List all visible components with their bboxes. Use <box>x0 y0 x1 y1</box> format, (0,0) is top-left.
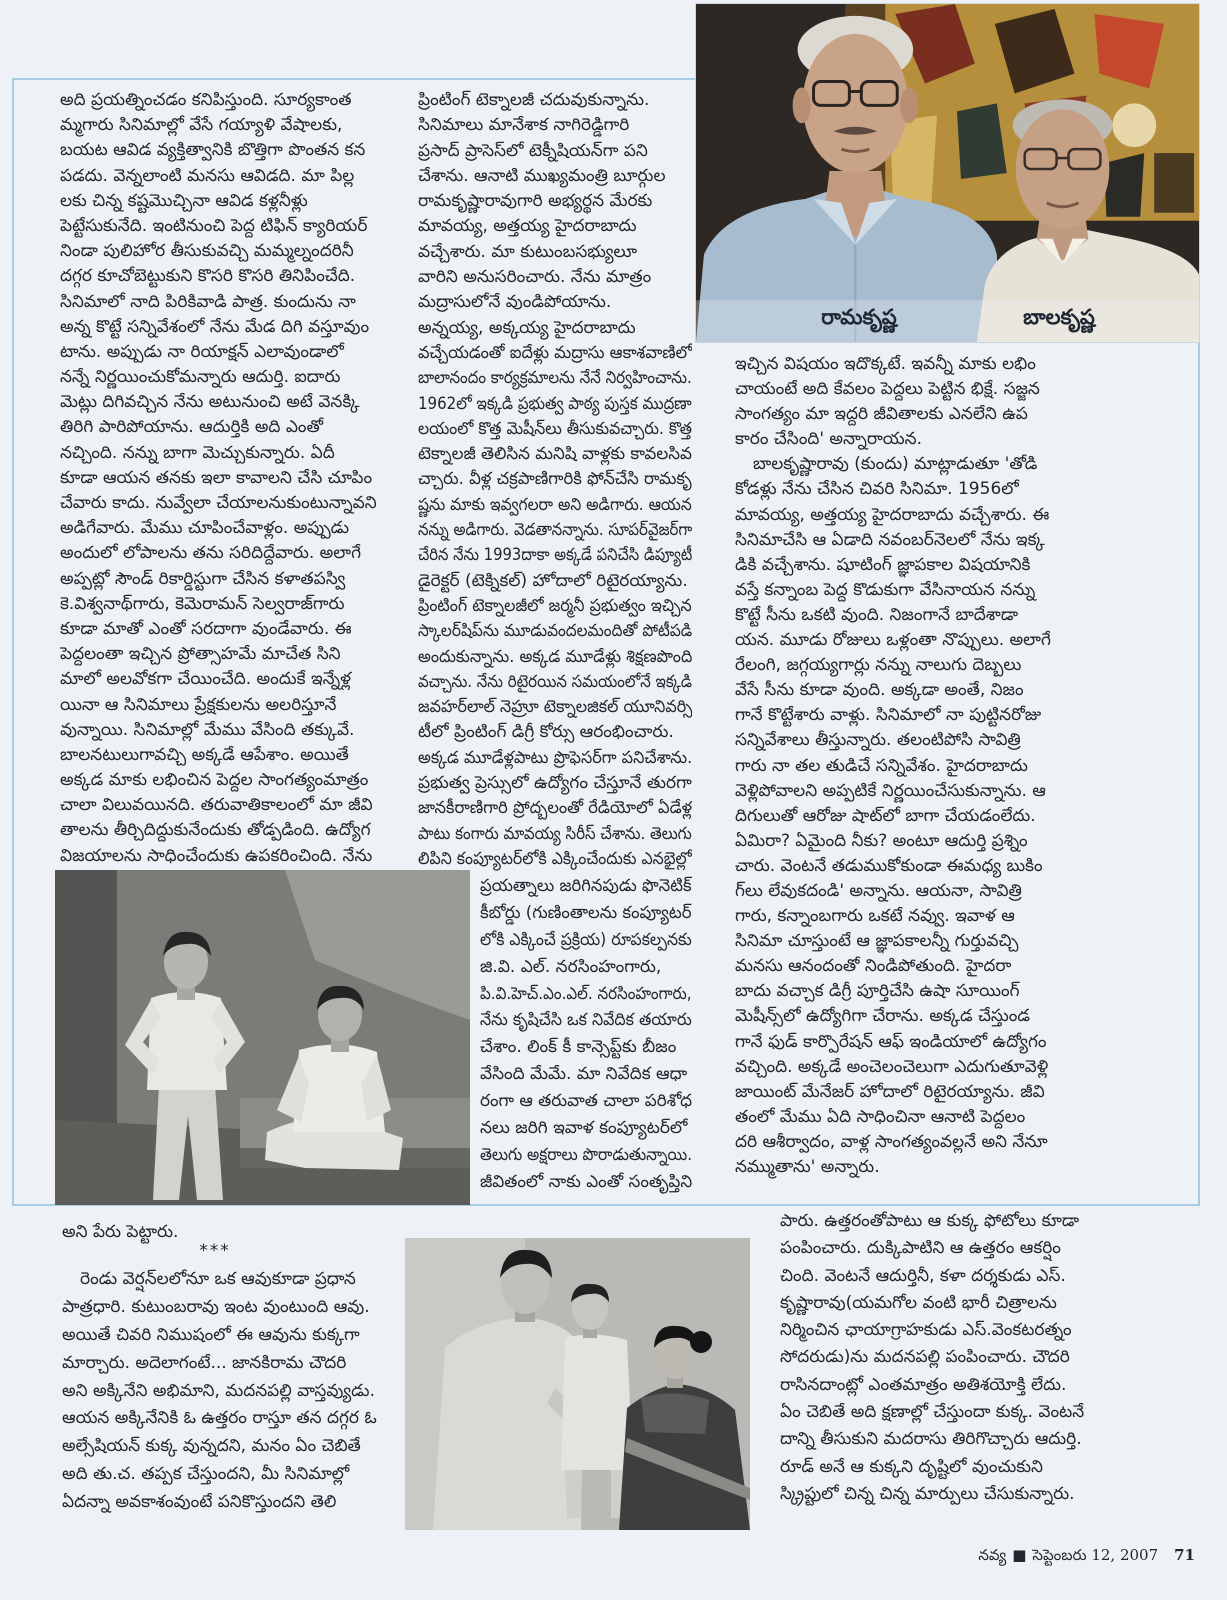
text-line: గారు, కన్నాంబగారు ఒకటే నవ్వు. ఇవాళ ఆ <box>735 906 1015 927</box>
text-line: మాలో అలవోకగా చేయించేది. అందుకే ఇన్నేళ్ల <box>60 669 352 690</box>
text-line: మావయ్య, అత్తయ్య హైదరాబాదు <box>418 216 637 237</box>
text-line: మావయ్య, అత్తయ్య హైదరాబాదు వచ్చేశారు. ఈ <box>735 504 1050 525</box>
text-line: ఇచ్చిన విషయం ఇదొక్కటే. ఇవన్నీ మాకు లభిం <box>735 354 1036 374</box>
text-line: టెక్నాలజీ తెలిసిన మనిషి వాళ్లకు కావలసివ <box>418 444 692 465</box>
text-line: చేరిన నేను 1993దాకా అక్కడే పనిచేసి డిప్యూటీ <box>418 545 692 566</box>
text-line: వెళ్లిపోవాలని అప్పటికే నిర్ణయించేసుకున్నాను. ఆ <box>735 780 1046 801</box>
text-line: అల్సేషియన్ కుక్క వున్నదని, మనం ఏం చెబితే <box>62 1436 361 1457</box>
text-line: చ్చారు. వీళ్ల చక్రపాణిగారికి ఫోన్‌చేసి రామకృ <box>418 469 692 490</box>
text-line: లోకి ఎక్కించే ప్రక్రియ) రూపకల్పనకు <box>480 929 692 950</box>
text-line: నిండా పులిహోర తీసుకువచ్చి మమ్మల్నందరినీ <box>60 241 354 262</box>
text-line: దిగులుతో ఆరోజు షాట్‌లో బాగా చేయడంలేదు. <box>735 805 1036 826</box>
text-line: జాయింట్ మేనేజర్ హోదాలో రిటైరయ్యాను. జీవి <box>735 1081 1045 1102</box>
text-line: అందులో లోపాలను తను సరిదిద్దేవారు. అలాగే <box>60 543 361 564</box>
text-line: జీవితంలో నాకు ఎంతో సంతృప్తిని <box>480 1171 692 1192</box>
text-line: వారిని అనుసరించారు. నేను మాత్రం <box>418 267 652 288</box>
text-line: విజయాలను సాధించేందుకు ఉపకరించింది. నేను <box>60 845 373 866</box>
text-line: డైరెక్టర్ (టెక్నికల్) హోదాలో రిటైరయ్యాను. <box>418 570 688 591</box>
text-line: బాలానందం కార్యక్రమాలను నేనే నిర్వహించాను. <box>418 368 692 389</box>
text-line: వేసే సీను కూడా వుంది. అక్కడా అంతే, నిజం <box>735 680 1024 701</box>
article-column-right <box>735 352 1197 1184</box>
portrait-photo-image <box>696 4 1199 342</box>
text-line: అప్పట్లో సౌండ్ రికార్డిస్టుగా చేసిన కళాతపస్వి <box>60 568 346 589</box>
family-still-image <box>405 1238 750 1530</box>
text-line: సినిమాలో నాది పిరికివాడి పాత్ర. కుందును నా <box>60 291 356 312</box>
text-line: కారం చేసింది' అన్నారాయన. <box>735 429 923 450</box>
text-line: వచ్చేయడంతో ఐదేళ్లు మద్రాసు ఆకాశవాణిలో <box>418 342 692 363</box>
article-column-bottom-left <box>62 1266 400 1520</box>
text-line: డికి వచ్చేశాను. షూటింగ్ జ్ఞాపకాల విషయానికి <box>735 554 1031 575</box>
text-line: కోడళ్లు నేను చేసిన చివరి సినిమా. 1956లో <box>735 479 1019 500</box>
text-line: అది ప్రయత్నించడం కనిపిస్తుంది. సూర్యకాంత <box>60 90 352 110</box>
text-line: చేవారు కాదు. నువ్వేలా చేయాలనుకుంటున్నావని <box>60 493 377 513</box>
text-line: సినిమా చూస్తుంటే ఆ జ్ఞాపకాలన్నీ గుర్తువచ్చి <box>735 931 1019 952</box>
film-still-photo <box>55 870 470 1205</box>
article-column-top-middle <box>418 88 692 874</box>
text-line: కృష్ణారావు(యమగోల వంటి భారీ చిత్రాలను <box>780 1292 1057 1313</box>
text-line: చేశాను. ఆనాటి ముఖ్యమంత్రి బూర్గుల <box>418 165 666 186</box>
text-line: నిర్మించిన ఛాయాగ్రాహకుడు ఎస్.వెంకటరత్నం <box>780 1320 1072 1341</box>
text-line: వేసింది మేమే. మా నివేదిక ఆధా <box>480 1064 688 1085</box>
text-line: పారు. ఉత్తరంతోపాటు ఆ కుక్క ఫోటోలు కూడా <box>780 1211 1080 1231</box>
text-line: ప్రభుత్వ ప్రెస్సులో ఉద్యోగం చేస్తూనే తురగా <box>418 773 692 794</box>
text-line: రేలంగి, జగ్గయ్యగార్లు నన్ను నాలుగు దెబ్బలు <box>735 655 1022 676</box>
text-line: జవహర్‌లాల్ నెహ్రూ టెక్నాలజికల్ యూనివర్సి <box>418 697 692 718</box>
page-footer <box>978 1543 1195 1567</box>
text-line: తాలను తీర్చిదిద్దుకునేందుకు తోడ్పడింది. ఉద్యోగ <box>60 820 371 841</box>
text-line: రూడ్ అనే ఆ కుక్కని దృష్టిలో వుంచుకుని <box>780 1456 1043 1477</box>
text-line: నచ్చింది. నన్ను బాగా మెచ్చుకున్నారు. ఏదీ <box>60 442 335 463</box>
text-line: గానే ఫుడ్ కార్పొరేషన్ ఆఫ్ ఇండియాలో ఉద్యోగం <box>735 1031 1047 1052</box>
text-line: వచ్చాను. నేను రిటైరయిన సమయంలోనే ఇక్కడి <box>418 671 692 692</box>
article-column-top-left <box>60 88 412 872</box>
text-line: బాలకృష్ణారావు (కుందు) మాట్లాడుతూ 'తోడి <box>753 454 1038 475</box>
text-line: జానకీరాణిగారి ప్రోద్బలంతో రేడియోలో ఏడేళ్ల <box>418 798 692 819</box>
text-line: పి.వి.హెచ్.ఎం.ఎల్. నరసింహంగారు, <box>480 983 692 1004</box>
text-line: గ్‌లు లేవుకదండి' అన్నాను. ఆయనా, సావిత్రి <box>735 880 1022 901</box>
text-line: టీలో ప్రింటింగ్ డిగ్రీ కోర్సు ఆరంభించారు. <box>418 722 674 743</box>
text-line: వస్తే కన్నాంబ పెద్ద కొడుకుగా వేసినాయన నన్ను <box>735 579 1036 600</box>
text-line: అందుకున్నాను. అక్కడ మూడేళ్లు శిక్షణపొంది <box>418 646 692 667</box>
text-line: జి.వి. ఎల్. నరసింహంగారు, <box>480 956 662 977</box>
text-line: నలు జరిగి ఇవాళ కంప్యూటర్‌లో <box>480 1118 688 1139</box>
text-line: తిరిగి పారిపోయాను. ఆదుర్తికి అది ఎంతో <box>60 417 324 438</box>
family-still-photo <box>405 1238 750 1530</box>
text-line: 1962లో ఇక్కడి ప్రభుత్వ పాఠ్య పుస్తక ముద్రణా <box>418 393 692 414</box>
text-line: ప్రయత్నాలు జరిగినపుడు ఫొనెటిక్ <box>480 876 692 896</box>
text-line: మద్రాసులోనే వుండిపోయాను. <box>418 292 612 313</box>
text-line: అడిగేవారు. మేము చూపించేవాళ్లం. అప్పుడు <box>60 518 350 539</box>
text-line: ప్రింటింగ్ టెక్నాలజీ చదువుకున్నాను. <box>418 90 650 110</box>
text-line: నేను కృషిచేసి ఒక నివేదిక తయారు <box>480 1010 692 1031</box>
text-line: పెద్దలంతా ఇచ్చిన ప్రోత్సాహమే మాచేత సిని <box>60 644 341 665</box>
article-column-beside-photo <box>480 873 692 1198</box>
text-line: వున్నాయి. సినిమాల్లో మేము వేసింది తక్కువే. <box>60 719 355 740</box>
text-line: లిపిని కంప్యూటర్‌లోకి ఎక్కించేందుకు ఎనభైల్లో <box>418 848 692 869</box>
text-line: తెలుగు అక్షరాలు పొరాడుతున్నాయి. <box>480 1144 692 1165</box>
section-separator: *** <box>199 1241 231 1261</box>
text-line: బాదు వచ్చాక డిగ్రీ పూర్తిచేసి ఉషా సూయింగ్ <box>735 981 1020 1002</box>
text-line: గారు నా తల తుడిచే సన్నివేశం. హైదరాబాదు <box>735 755 1028 776</box>
text-line: ప్రింటింగ్ టెక్నాలజీలో జర్మనీ ప్రభుత్వం ఇచ్చిన <box>418 595 692 616</box>
text-line: సోదరుడు)ను మదనపల్లి పంపించారు. చౌదరి <box>780 1347 1070 1368</box>
article-lead-line: అని పేరు పెట్టారు. <box>62 1222 179 1242</box>
text-line: రాసినదాంట్లో ఎంతమాత్రం అతిశయోక్తి లేదు. <box>780 1374 1067 1395</box>
text-line: స్క్రిప్టులో చిన్న చిన్న మార్పులు చేసుకున్నారు. <box>780 1483 1075 1504</box>
text-line: మార్చారు. అదెలాగంటే... జానకిరామ చౌదరి <box>62 1352 347 1373</box>
text-line: సాంగత్యం మా ఇద్దరి జీవితాలకు ఎనలేని ఉప <box>735 404 1028 425</box>
text-line: ప్రసాద్ ప్రాసెస్‌లో టెక్నీషియన్‌గా పని <box>418 140 648 161</box>
text-line: నన్ను అడిగారు. వెడతానన్నాను. సూపర్‌వైజర్‌గా <box>418 520 692 541</box>
text-line: గానే కొట్టేశారు వాళ్లు. సినిమాలో నా పుట్టినరోజు <box>735 705 1042 726</box>
article-column-bottom-right <box>780 1208 1198 1511</box>
text-line: దగ్గర కూచోబెట్టుకుని కొసరి కొసరి తినిపించేది. <box>60 266 356 287</box>
text-line: చేశాం. లింక్ కీ కాన్సెప్ట్‌కు బీజం <box>480 1037 677 1058</box>
text-line: కూడా మాతో ఎంతో సరదాగా వుండేవారు. ఈ <box>60 618 352 639</box>
text-line: దరి ఆశీర్వాదం, వాళ్ల సాంగత్యంవల్లనే అని నేనూ <box>735 1131 1048 1152</box>
text-line: కీబోర్డు (గుణింతాలను కంప్యూటర్ <box>480 902 692 923</box>
text-line: పంపించారు. దుక్కిపాటిని ఆ ఉత్తరం ఆకర్షిం <box>780 1238 1061 1259</box>
text-line: పడదు. వెన్నలాంటి మనసు ఆవిడది. మా పిల్ల <box>60 165 355 186</box>
text-line: సన్నివేశాలు తీస్తున్నారు. తలంటిపోసి సావిత్రి <box>735 730 1021 751</box>
text-line: పెట్టేసుకునేది. ఇంటినుంచి పెద్ద టిఫిన్ క్యారియర్ <box>60 215 368 236</box>
text-line: స్కాలర్‌షిప్‌ను మూడువందలమందితో పోటీపడి <box>418 621 692 642</box>
text-line: చారు. వెంటనే తడుముకోకుండా ఈమధ్య బుకిం <box>735 855 1043 876</box>
text-line: చాలా విలువయినది. తరువాతికాలంలో మా జీవి <box>60 795 373 816</box>
text-line: కొట్టే సీను ఒకటి వుంది. నిజంగానే బాదేశాడా <box>735 604 1019 625</box>
text-line: నన్నే నిర్ణయించుకోమన్నారు ఆదుర్తి. ఐదారు <box>60 367 341 388</box>
text-line: బాలనటులుగావచ్చి అక్కడే ఆపేశాం. అయితే <box>60 744 349 765</box>
text-line: పాటు కంగారు మావయ్య సిరీస్ చేశాను. తెలుగు <box>418 823 692 844</box>
text-line: అక్కడ మూడేళ్లపాటు ప్రొఫెసర్‌గా పనిచేశాను. <box>418 747 692 768</box>
text-line: అక్కడ మాకు లభించిన పెద్దల సాంగత్యంమాత్రం <box>60 770 369 791</box>
photo-caption-left: రామకృష్ణ <box>821 305 897 329</box>
text-line: సినిమాచేసి ఆ ఏడాది నవంబర్‌నెలలో నేను ఇక్క <box>735 529 1045 550</box>
text-line: కూడా ఆయన తనకు ఇలా కావాలని చేసి చూపిం <box>60 467 373 488</box>
text-line: యన. మూడు రోజులు ఒళ్లంతా నొప్పులు. అలాగే <box>735 630 1051 651</box>
text-line: యినా ఆ సినిమాలు ప్రేక్షకులను అలరిస్తూనే <box>60 694 337 715</box>
text-line: చాయంటే అది కేవలం పెద్దలు పెట్టిన భిక్షే. సజ్జన <box>735 379 1040 400</box>
text-line: మెషీన్స్‌లో ఉద్యోగిగా చేరాను. అక్కడ చేస్తుండ <box>735 1006 1030 1027</box>
text-line: రంగా ఆ తరువాత చాలా పరిశోధ <box>480 1091 692 1112</box>
text-line: అది తు.చ. తప్పక చేస్తుందని, మీ సినిమాల్లో <box>62 1464 350 1485</box>
magazine-name: నవ్య <box>978 1546 1007 1564</box>
text-line: ష్ణను మాకు ఇవ్వగలరా అని అడిగారు. ఆయన <box>418 494 692 515</box>
text-line: లయంలో కొత్త మెషీన్‌లు తీసుకువచ్చారు. కొత్త <box>418 418 692 439</box>
text-line: సినిమాలు మానేశాక నాగిరెడ్డిగారి <box>418 115 630 136</box>
text-line: అన్నయ్య, అక్కయ్య హైదరాబాదు <box>418 317 636 338</box>
text-line: ఏం చెబితే అది క్షణాల్లో చేస్తుందా కుక్క. వెంటనే <box>780 1402 1085 1423</box>
text-line: నమ్ముతాను' అన్నారు. <box>735 1157 880 1177</box>
text-line: ఆయన అక్కినేనికి ఓ ఉత్తరం రాస్తూ తన దగ్గర ఓ <box>62 1408 377 1429</box>
text-line: లకు చిన్న కష్టమొచ్చినా ఆవిడ కళ్లనీళ్లు <box>60 190 308 211</box>
issue-date: సెప్టెంబరు 12, 2007 <box>1032 1546 1159 1564</box>
page-number: 71 <box>1174 1546 1195 1564</box>
text-line: వచ్చేశారు. మా కుటుంబసభ్యులూ <box>418 241 637 262</box>
text-line: మనసు ఆనందంతో నిండిపోతుంది. హైదరా <box>735 956 1012 977</box>
text-line: పాత్రధారి. కుటుంబరావు ఇంట వుంటుంది ఆవు. <box>62 1296 370 1317</box>
photo-caption-right: బాలకృష్ణ <box>1023 305 1095 329</box>
text-line: అయితే చివరి నిముషంలో ఈ ఆవును కుక్కగా <box>62 1324 360 1345</box>
text-line: దాన్ని తీసుకుని మదరాసు తిరిగొచ్చారు ఆదుర్తి. <box>780 1429 1082 1450</box>
text-line: మ్మగారు సినిమాల్లో వేసే గయ్యాళి వేషాలకు, <box>60 115 343 136</box>
text-line: కె.విశ్వనాథ్‌గారు, కెమెరామన్ సెల్వరాజ్‌గారు <box>60 593 345 614</box>
text-line: రామకృష్ణారావుగారి అభ్యర్థన మేరకు <box>418 191 653 212</box>
text-line: బయట ఆవిడ వ్యక్తిత్వానికి బొత్తిగా పొంతన కన <box>60 140 366 161</box>
text-line: మెట్లు దిగివచ్చిన నేను అటునుంచి అటే వెనక్కి <box>60 392 360 413</box>
text-line: ఏదన్నా అవకాశంవుంటే పనికొస్తుందని తెలి <box>62 1492 337 1513</box>
film-still-image <box>55 870 470 1205</box>
text-line: అని అక్కినేని అభిమాని, మదనపల్లి వాస్తవ్యుడు. <box>62 1380 375 1401</box>
text-line: ఏమిరా? ఏమైంది నీకు? అంటూ ఆదుర్తి ప్రశ్నిం <box>735 830 1028 851</box>
text-line: వచ్చింది. అక్కడే అంచెలంచెలుగా ఎదుగుతూవెళ్లి <box>735 1056 1049 1077</box>
text-line: చింది. వెంటనే ఆదుర్తినీ, కళా దర్శకుడు ఎస్. <box>780 1265 1066 1286</box>
text-line: అన్న కొట్టే సన్నివేశంలో నేను మేడ దిగి వస్తూవుం <box>60 316 370 337</box>
text-line: టాను. అప్పుడు నా రియాక్షన్ ఎలావుండాలో <box>60 341 344 362</box>
footer-separator: ■ <box>1012 1546 1027 1564</box>
portrait-photo <box>695 3 1200 343</box>
text-line: రెండు వెర్షన్‌లలోనూ ఒక ఆవుకూడా ప్రధాన <box>80 1269 356 1289</box>
text-line: తంలో మేము ఏది సాధించినా ఆనాటి పెద్దలం <box>735 1106 1026 1127</box>
